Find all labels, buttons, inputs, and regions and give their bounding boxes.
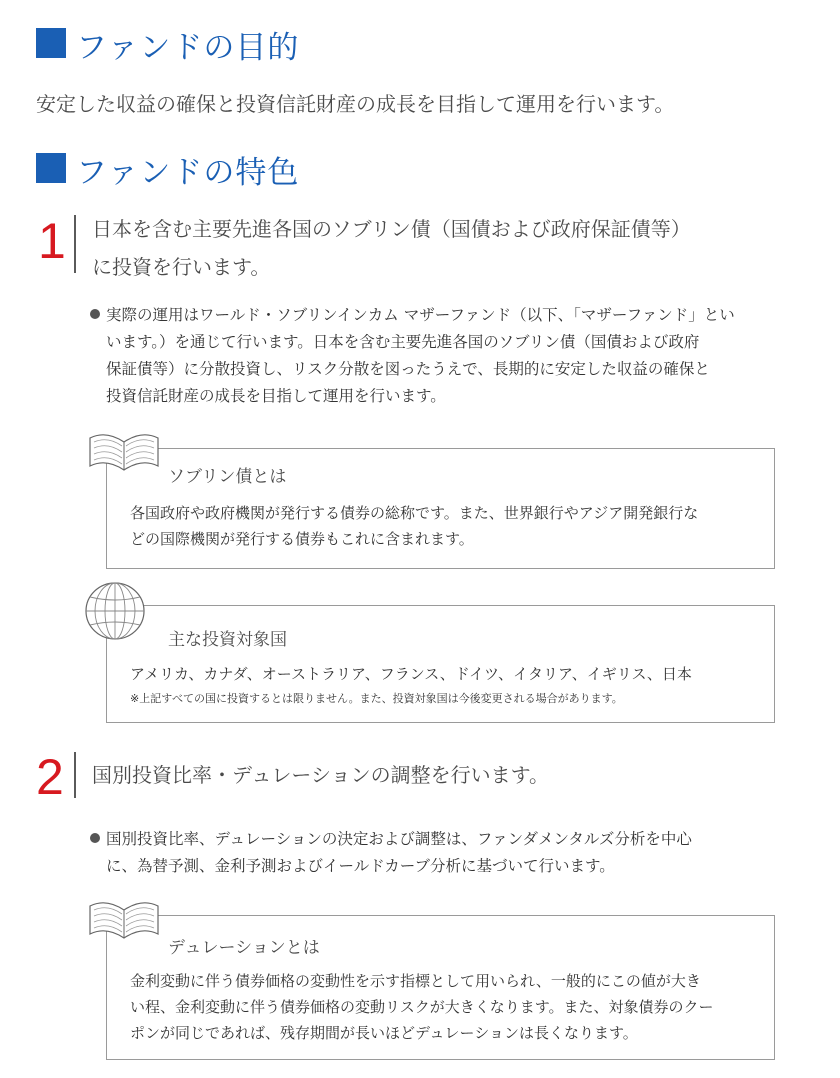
heading-marker — [36, 153, 66, 183]
sovereign-box-body — [130, 500, 760, 552]
bullet-text-line: 保証債等）に分散投資し、リスク分散を図ったうえで、長期的に安定した収益の確保と — [106, 360, 710, 378]
countries-note: ※上記すべての国に投資するとは限りません。また、投資対象国は今後変更される場合があります。 — [130, 692, 623, 705]
features-heading: ファンドの特色 — [76, 155, 300, 191]
duration-box-body — [130, 968, 760, 1046]
feature-divider — [74, 752, 76, 798]
bullet-text-line: います。）を通じて行います。日本を含む主要先進各国のソブリン債（国債および政府 — [106, 333, 700, 351]
sovereign-box-title: ソブリン債とは — [168, 467, 287, 487]
purpose-text: 安定した収益の確保と投資信託財産の成長を目指して運用を行います。 — [36, 92, 675, 116]
feature-number-2: 2 — [36, 749, 64, 805]
bullet-text-line: 国別投資比率、デュレーションの決定および調整は、ファンダメンタルズ分析を中心 — [106, 830, 692, 848]
feature-2-title: 国別投資比率・デュレーションの調整を行います。 — [92, 763, 549, 787]
purpose-heading: ファンドの目的 — [76, 30, 300, 66]
feature-1-title — [92, 210, 691, 286]
feature-divider — [74, 215, 76, 273]
bullet-text-line: 投資信託財産の成長を目指して運用を行います。 — [106, 387, 446, 405]
countries-box-title: 主な投資対象国 — [168, 630, 287, 650]
heading-marker — [36, 28, 66, 58]
feature-2-bullet — [90, 826, 790, 880]
globe-icon — [82, 580, 148, 642]
bullet-text-line: 実際の運用はワールド・ソブリンインカム マザーファンド（以下、「マザーファンド」とい — [106, 306, 735, 324]
duration-box-line: い程、金利変動に伴う債券価格の変動リスクが大きくなります。また、対象債券のクー — [130, 998, 714, 1016]
book-icon — [86, 430, 162, 474]
feature-number-1: 1 — [38, 213, 66, 269]
feature-1-title-line: 日本を含む主要先進各国のソブリン債（国債および政府保証債等） — [92, 217, 691, 241]
bullet-dot — [90, 833, 100, 843]
feature-1-title-line: に投資を行います。 — [92, 255, 271, 279]
duration-box-line: ポンが同じであれば、残存期間が長いほどデュレーションは長くなります。 — [130, 1024, 638, 1042]
bullet-dot — [90, 309, 100, 319]
bullet-text-line: に、為替予測、金利予測およびイールドカーブ分析に基づいて行います。 — [106, 857, 615, 875]
countries-list: アメリカ、カナダ、オーストラリア、フランス、ドイツ、イタリア、イギリス、日本 — [130, 665, 692, 683]
sovereign-box-line: 各国政府や政府機関が発行する債券の総称です。また、世界銀行やアジア開発銀行な — [130, 504, 699, 522]
book-icon — [86, 898, 162, 942]
duration-box-title: デュレーションとは — [168, 938, 320, 958]
duration-box-line: 金利変動に伴う債券価格の変動性を示す指標として用いられ、一般的にこの値が大き — [130, 972, 701, 990]
sovereign-box-line: どの国際機関が発行する債券もこれに含まれます。 — [130, 530, 474, 548]
feature-1-bullet — [90, 302, 790, 410]
